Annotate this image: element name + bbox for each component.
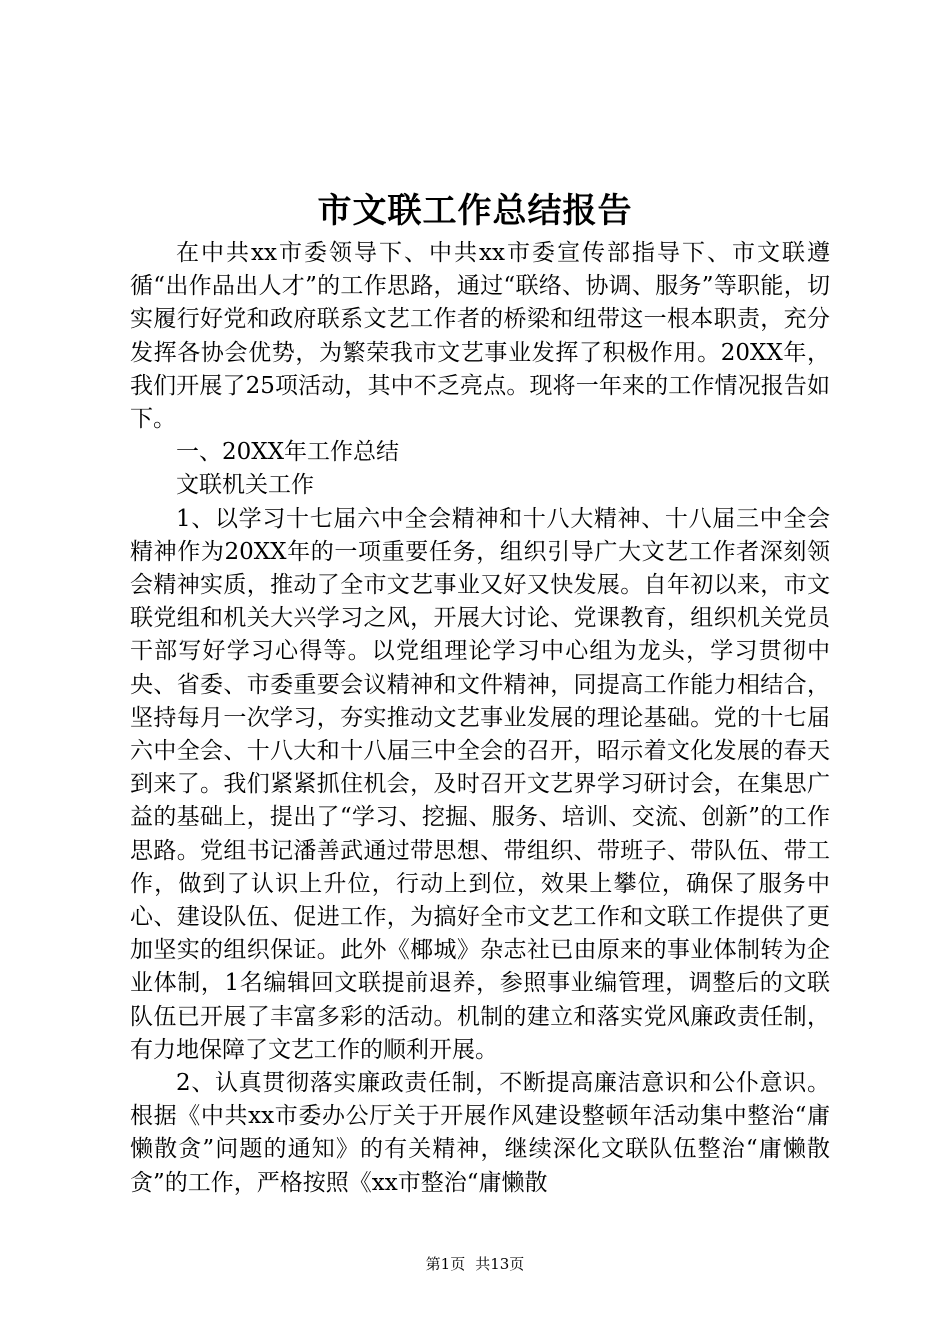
- page-number: 第1页: [425, 1255, 466, 1273]
- section-heading: 一、20XX年工作总结: [176, 439, 400, 466]
- body-paragraph-1: 1、以学习十七届六中全会精神和十八大精神、十八届三中全会精神作为20XX年的一项重要任务，组织引导广大文艺工作者深刻领会精神实质，推动了全市文艺事业又好又快发展。自年初以来，市文联党组和机关大兴学习之风，开展大讨论、党课教育，组织机关党员干部写好学习心得等。以党组理论学习中心组为龙头，学习贯彻中央、省委、市委重要会议精神和文件精神，同提高工作能力相结合，坚持每月一次学习，夯实推动文艺事业发展的理论基础。党的十七届六中全会、十八大和十八届三中全会的召开，昭示着文化发展的春天到来了。我们紧紧抓住机会，及时召开文艺界学习研讨会，在集思广益的基础上，提出了“学习、挖掘、服务、培训、交流、创新”的工作思路。党组书记潘善武通过带思想、带组织、带班子、带队伍、带工作，做到了认识上升位，行动上到位，效果上攀位，确保了服务中心、建设队伍、促进工作，为搞好全市文艺工作和文联工作提供了更加坚实的组织保证。此外《椰城》杂志社已由原来的事业体制转为企业体制，1名编辑回文联提前退养，参照事业编管理，调整后的文联队伍已开展了丰富多彩的活动。机制的建立和落实党风廉政责任制，有力地保障了文艺工作的顺利开展。: [130, 505, 830, 1063]
- page-footer: [0, 1254, 950, 1274]
- subsection-heading: 文联机关工作: [176, 472, 314, 499]
- body-paragraph-2: 2、认真贯彻落实廉政责任制，不断提高廉洁意识和公仆意识。根据《中共xx市委办公厅关于开展作风建设整顿年活动集中整治“庸懒散贪”问题的通知》的有关精神，继续深化文联队伍整治“庸懒散贪”的工作，严格按照《xx市整治“庸懒散: [130, 1070, 830, 1196]
- document-title: 市文联工作总结报告: [317, 191, 633, 231]
- page-total: 共13页: [475, 1255, 525, 1273]
- document-body: [130, 237, 830, 1200]
- intro-paragraph: 在中共xx市委领导下、中共xx市委宣传部指导下、市文联遵循“出作品出人才”的工作思路，通过“联络、协调、服务”等职能，切实履行好党和政府联系文艺工作者的桥梁和纽带这一根本职责，充分发挥各协会优势，为繁荣我市文艺事业发挥了积极作用。20XX年，我们开展了25项活动，其中不乏亮点。现将一年来的工作情况报告如下。: [130, 240, 830, 433]
